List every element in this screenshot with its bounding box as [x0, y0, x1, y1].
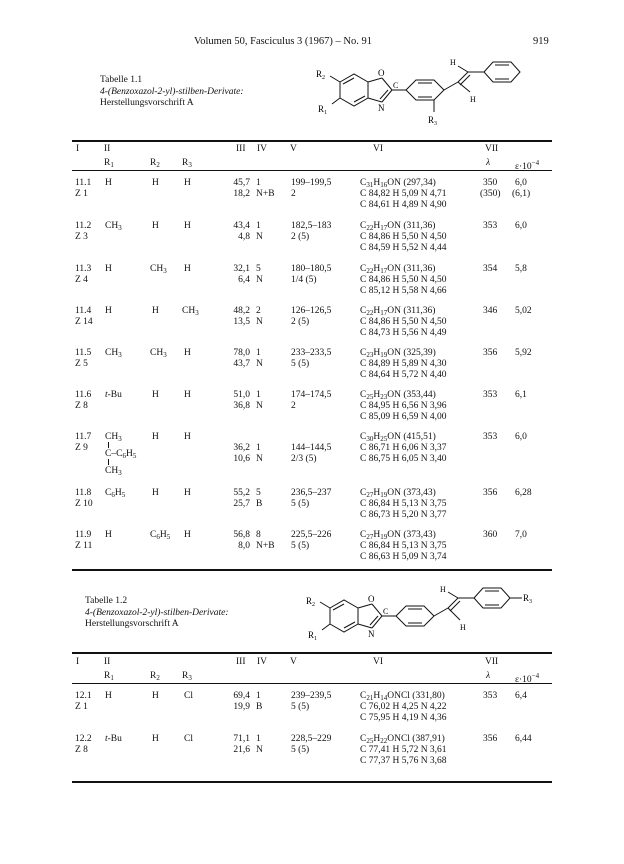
- r1-value: t-Bu: [105, 390, 122, 400]
- lambda-value: 354: [483, 264, 498, 274]
- row-id: 11.6: [75, 390, 92, 400]
- yield-value: 25,7: [233, 499, 250, 509]
- row-z: Z 3: [75, 232, 88, 242]
- hydrogen-label-bottom-2: H: [460, 623, 466, 632]
- formula: $C_{22}H_{17}ON$ (311,36): [360, 264, 436, 275]
- row-z: Z 1: [75, 702, 88, 712]
- row-z: Z 1: [75, 189, 88, 199]
- analysis-found: C 77,37 H 5,76 N 3,68: [360, 756, 447, 766]
- analysis-calc: C 84,89 H 5,89 N 4,30: [360, 359, 447, 369]
- analysis-calc: C 77,41 H 5,72 N 3,61: [360, 745, 447, 755]
- r1-label-2: $R_1$: [308, 630, 318, 642]
- r2-value: $CH_3$: [150, 348, 167, 359]
- row-id: 11.3: [75, 264, 92, 274]
- r3-value: H: [184, 264, 191, 274]
- yield-value: 56,8: [233, 530, 250, 540]
- melting-note: 5 (5): [291, 745, 310, 755]
- yield-value: 48,2: [233, 306, 250, 316]
- solvent-value: 8: [256, 530, 261, 540]
- table2-top-rule: [72, 652, 552, 654]
- melting-note: 2 (5): [291, 317, 310, 327]
- table2-bottom-rule: [72, 781, 552, 783]
- yield-value: 55,2: [233, 488, 250, 498]
- analysis-calc: C 84,95 H 6,56 N 3,96: [360, 401, 447, 411]
- lambda-value: 350: [483, 178, 498, 188]
- r2-label-2: $R_2$: [306, 596, 316, 608]
- col-r1: $R_1$: [104, 158, 114, 169]
- formula: $C_{22}H_{17}ON$ (311,36): [360, 221, 436, 232]
- solvent-value: 1: [256, 178, 261, 188]
- solvent-value: N: [256, 317, 263, 327]
- analysis-found: C 86,73 H 5,20 N 3,77: [360, 510, 447, 520]
- formula: $C_{27}H_{19}ON$ (373,43): [360, 488, 436, 499]
- analysis-found: C 84,59 H 5,52 N 4,44: [360, 243, 447, 253]
- analysis-calc: C 84,86 H 5,50 N 4,50: [360, 317, 447, 327]
- lambda-value: 356: [483, 348, 498, 358]
- r3-value: H: [184, 432, 191, 442]
- yield-value: 51,0: [233, 390, 250, 400]
- r1-value: H: [105, 691, 112, 701]
- lambda-value: 353: [483, 221, 498, 231]
- r1-value: $CH_3$: [105, 221, 122, 232]
- r1-value: H: [105, 264, 112, 274]
- solvent-value: N: [256, 232, 263, 242]
- structure-diagram-2: [300, 586, 550, 656]
- row-id: 12.1: [75, 691, 92, 701]
- table2-caption: [85, 596, 229, 631]
- table1-method: Herstellungsvorschrift A: [100, 98, 194, 108]
- col-lambda: λ: [486, 158, 491, 168]
- r2-value: H: [152, 488, 159, 498]
- table1-title: 4-(Benzoxazol-2-yl)-stilben-Derivate:: [100, 86, 244, 97]
- row-z: Z 8: [75, 401, 88, 411]
- melting-point: 126–126,5: [291, 306, 332, 316]
- solvent-value: 1: [256, 390, 261, 400]
- r2-value: H: [152, 390, 159, 400]
- row-z: Z 10: [75, 499, 93, 509]
- hydrogen-label-bottom: H: [470, 95, 476, 104]
- melting-point: 144–144,5: [291, 443, 332, 453]
- col-epsilon: $\varepsilon\cdot 10^{-4}$: [515, 159, 540, 173]
- table2-header-rule: [72, 683, 552, 684]
- melting-point: 236,5–237: [291, 488, 332, 498]
- r3-value: H: [184, 390, 191, 400]
- r3-value: H: [184, 221, 191, 231]
- solvent-value: 1: [256, 348, 261, 358]
- epsilon-value: 5,92: [515, 348, 532, 358]
- analysis-found: C 75,95 H 4,19 N 4,36: [360, 713, 447, 723]
- epsilon-value: 6,4: [515, 691, 527, 701]
- formula: $C_{30}H_{25}ON$ (415,51): [360, 432, 436, 443]
- melting-note: 5 (5): [291, 541, 310, 551]
- solvent-value: B: [256, 702, 263, 712]
- hydrogen-label-top-2: H: [440, 586, 446, 594]
- r3-label: $R_3$: [428, 115, 438, 127]
- col-r3: $R_3$: [182, 158, 192, 169]
- row-z: Z 11: [75, 541, 93, 551]
- table1-header-rule: [72, 170, 552, 171]
- table1-top-rule: [72, 140, 552, 142]
- oxygen-label: O: [378, 68, 385, 78]
- r3-value: H: [184, 488, 191, 498]
- row-id: 11.1: [75, 178, 92, 188]
- lambda-value: 353: [483, 390, 498, 400]
- epsilon-value: 6,0: [515, 432, 527, 442]
- yield-value: 6,4: [238, 275, 250, 285]
- solvent-value: B: [256, 499, 263, 509]
- melting-note: 5 (5): [291, 499, 310, 509]
- row-z: Z 8: [75, 745, 88, 755]
- yield-value: 21,6: [233, 745, 250, 755]
- r3-value: Cl: [184, 734, 193, 744]
- r1-value: H: [105, 306, 112, 316]
- row-id: 11.4: [75, 306, 92, 316]
- melting-note: 2 (5): [291, 232, 310, 242]
- melting-point: 239–239,5: [291, 691, 332, 701]
- row-id: 11.8: [75, 488, 92, 498]
- epsilon-value: 7,0: [515, 530, 527, 540]
- epsilon-value: 5,02: [515, 306, 532, 316]
- melting-note: 2: [291, 401, 296, 411]
- r2-value: $CH_3$: [150, 264, 167, 275]
- r3-value: H: [184, 348, 191, 358]
- r3-value: H: [184, 178, 191, 188]
- solvent-value: N: [256, 454, 263, 464]
- yield-value: 69,4: [233, 691, 250, 701]
- formula: $C_{25}H_{22}ONCl$ (387,91): [360, 734, 445, 745]
- melting-point: 225,5–226: [291, 530, 332, 540]
- solvent-value: 5: [256, 488, 261, 498]
- lambda-value: (350): [480, 189, 501, 199]
- r1-value: H: [105, 178, 112, 188]
- table2-title: 4-(Benzoxazol-2-yl)-stilben-Derivate:: [85, 607, 229, 618]
- carbon-label: C: [393, 81, 399, 90]
- yield-value: 18,2: [233, 189, 250, 199]
- r2-value: H: [152, 432, 159, 442]
- solvent-value: 5: [256, 264, 261, 274]
- epsilon-value: 6,1: [515, 390, 527, 400]
- lambda-value: 356: [483, 488, 498, 498]
- yield-value: 78,0: [233, 348, 250, 358]
- solvent-value: N: [256, 745, 263, 755]
- solvent-value: 1: [256, 221, 261, 231]
- solvent-value: N: [256, 401, 263, 411]
- r1-label: $R_1$: [318, 104, 328, 116]
- melting-point: 233–233,5: [291, 348, 332, 358]
- formula: $C_{21}H_{14}ONCl$ (331,80): [360, 691, 445, 702]
- melting-point: 199–199,5: [291, 178, 332, 188]
- r1-value: $CH_3$: [105, 348, 122, 359]
- solvent-value: N+B: [256, 541, 275, 551]
- formula: $C_{23}H_{19}ON$ (325,39): [360, 348, 436, 359]
- row-id: 11.2: [75, 221, 92, 231]
- col-r2: $R_2$: [150, 158, 160, 169]
- r3-value: H: [184, 530, 191, 540]
- yield-value: 19,9: [233, 702, 250, 712]
- r1-value: t-Bu: [105, 734, 122, 744]
- r2-label: $R_2$: [316, 69, 326, 81]
- yield-value: 71,1: [233, 734, 250, 744]
- melting-note: 1/4 (5): [291, 275, 317, 285]
- carbon-label-2: C: [383, 607, 389, 616]
- row-id: 11.7: [75, 432, 92, 442]
- analysis-calc: C 86,84 H 5,13 N 3,75: [360, 541, 447, 551]
- analysis-found: C 84,61 H 4,89 N 4,90: [360, 200, 447, 210]
- r2-value: H: [152, 734, 159, 744]
- analysis-calc: C 84,86 H 5,50 N 4,50: [360, 232, 447, 242]
- yield-value: 36,2: [233, 443, 250, 453]
- formula: $C_{31}H_{16}ON$ (297,34): [360, 178, 436, 189]
- bond-line: [108, 442, 109, 448]
- table1-label: Tabelle 1.1: [100, 75, 143, 85]
- solvent-value: N+B: [256, 189, 275, 199]
- structure-diagram-1: [310, 56, 532, 130]
- solvent-value: 2: [256, 306, 261, 316]
- epsilon-value: 6,28: [515, 488, 532, 498]
- table2-label: Tabelle 1.2: [85, 596, 128, 606]
- r2-value: H: [152, 178, 159, 188]
- formula: $C_{22}H_{17}ON$ (311,36): [360, 306, 436, 317]
- analysis-found: C 84,73 H 5,56 N 4,49: [360, 328, 447, 338]
- yield-value: 8,0: [238, 541, 250, 551]
- lambda-value: 353: [483, 432, 498, 442]
- epsilon-value: 6,0: [515, 178, 527, 188]
- r1-value: $CH_3$: [105, 466, 122, 477]
- solvent-value: 1: [256, 691, 261, 701]
- analysis-calc: C 76,02 H 4,25 N 4,22: [360, 702, 447, 712]
- row-z: Z 5: [75, 359, 88, 369]
- yield-value: 43,7: [233, 359, 250, 369]
- formula: $C_{27}H_{19}ON$ (373,43): [360, 530, 436, 541]
- yield-value: 10,6: [233, 454, 250, 464]
- nitrogen-label: N: [378, 103, 385, 113]
- analysis-calc: C 86,71 H 6,06 N 3,37: [360, 443, 447, 453]
- epsilon-value: 6,0: [515, 221, 527, 231]
- r1-value: $C-C_6H_5$: [105, 449, 137, 460]
- lambda-value: 360: [483, 530, 498, 540]
- melting-point: 182,5–183: [291, 221, 332, 231]
- r2-value: H: [152, 306, 159, 316]
- yield-value: 32,1: [233, 264, 250, 274]
- table1-caption: [100, 75, 244, 110]
- r3-value: $CH_3$: [182, 306, 199, 317]
- row-z: Z 4: [75, 275, 88, 285]
- r2-value: H: [152, 691, 159, 701]
- yield-value: 45,7: [233, 178, 250, 188]
- lambda-value: 353: [483, 691, 498, 701]
- analysis-found: C 86,75 H 6,05 N 3,40: [360, 454, 447, 464]
- melting-point: 180–180,5: [291, 264, 332, 274]
- nitrogen-label-2: N: [368, 629, 375, 639]
- formula: $C_{25}H_{23}ON$ (353,44): [360, 390, 436, 401]
- r1-value: $CH_3$: [105, 432, 122, 443]
- r3-value: Cl: [184, 691, 193, 701]
- analysis-calc: C 84,82 H 5,09 N 4,71: [360, 189, 447, 199]
- solvent-value: 1: [256, 443, 261, 453]
- melting-note: 5 (5): [291, 359, 310, 369]
- r1-value: $C_6H_5$: [105, 488, 126, 499]
- bond-line: [108, 459, 109, 465]
- r2-value: H: [152, 221, 159, 231]
- yield-value: 13,5: [233, 317, 250, 327]
- table2-method: Herstellungsvorschrift A: [85, 619, 179, 629]
- lambda-value: 356: [483, 734, 498, 744]
- yield-value: 36,8: [233, 401, 250, 411]
- epsilon-value: (6,1): [512, 189, 531, 199]
- melting-note: 2/3 (5): [291, 454, 317, 464]
- page-number: 919: [533, 36, 549, 47]
- running-title: Volumen 50, Fasciculus 3 (1967) – No. 91: [194, 36, 373, 47]
- table1-bottom-rule: [72, 569, 552, 571]
- row-z: Z 9: [75, 443, 88, 453]
- analysis-found: C 86,63 H 5,09 N 3,74: [360, 552, 447, 562]
- melting-note: 2: [291, 189, 296, 199]
- melting-note: 5 (5): [291, 702, 310, 712]
- analysis-found: C 85,09 H 6,59 N 4,00: [360, 412, 447, 422]
- analysis-calc: C 84,86 H 5,50 N 4,50: [360, 275, 447, 285]
- analysis-calc: C 86,84 H 5,13 N 3,75: [360, 499, 447, 509]
- epsilon-value: 5,8: [515, 264, 527, 274]
- row-z: Z 14: [75, 317, 93, 327]
- analysis-found: C 84,64 H 5,72 N 4,40: [360, 370, 447, 380]
- analysis-found: C 85,12 H 5,58 N 4,66: [360, 286, 447, 296]
- r1-value: H: [105, 530, 112, 540]
- yield-value: 43,4: [233, 221, 250, 231]
- solvent-value: N: [256, 359, 263, 369]
- melting-point: 174–174,5: [291, 390, 332, 400]
- r3-label-2: $R_3$: [523, 593, 533, 605]
- lambda-value: 346: [483, 306, 498, 316]
- r2-value: $C_6H_5$: [150, 530, 171, 541]
- solvent-value: 1: [256, 734, 261, 744]
- oxygen-label-2: O: [368, 594, 375, 604]
- row-id: 11.5: [75, 348, 92, 358]
- epsilon-value: 6,44: [515, 734, 532, 744]
- yield-value: 4,8: [238, 232, 250, 242]
- solvent-value: N: [256, 275, 263, 285]
- row-id: 12.2: [75, 734, 92, 744]
- row-id: 11.9: [75, 530, 92, 540]
- melting-point: 228,5–229: [291, 734, 332, 744]
- hydrogen-label-top: H: [450, 58, 456, 67]
